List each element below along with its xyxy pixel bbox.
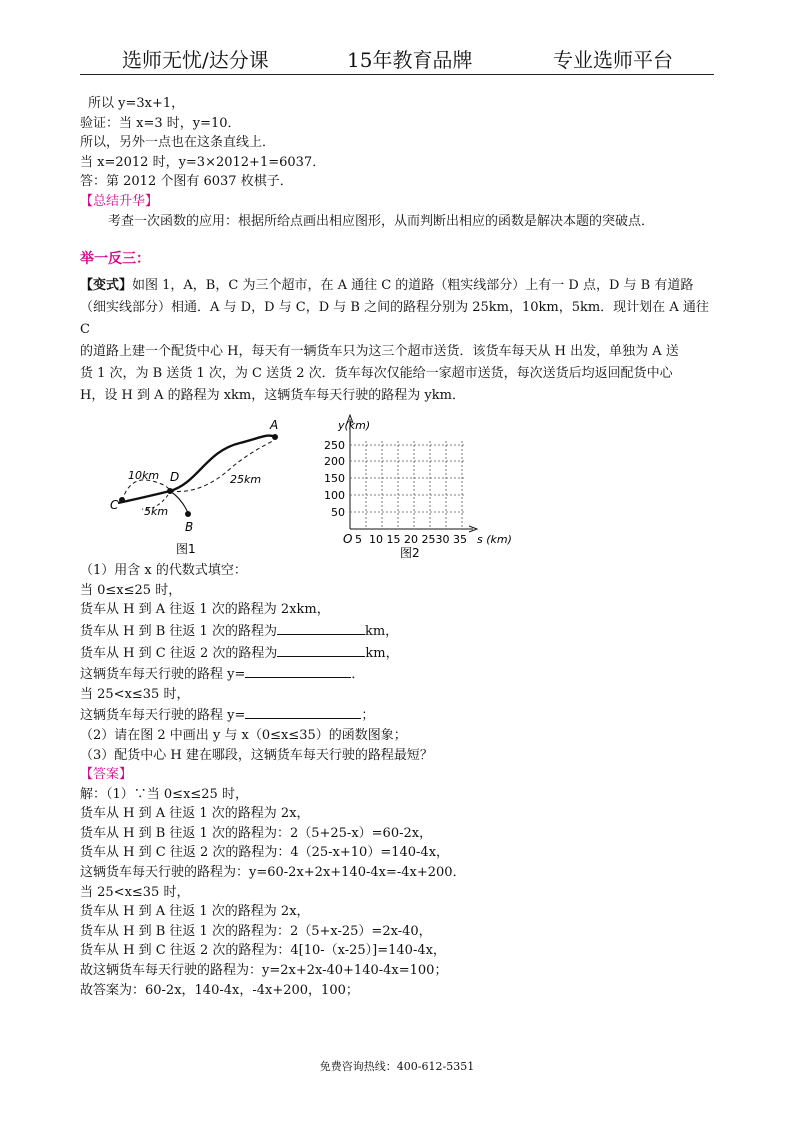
header-rule	[80, 74, 714, 75]
answer-line: 货车从 H 到 B 往返 1 次的路程为：2（5+25-x）=60-2x，	[80, 825, 433, 841]
fill-line	[80, 663, 714, 685]
label-a: A	[270, 418, 279, 433]
fill-prefix: 这辆货车每天行驶的路程 y=	[80, 708, 246, 724]
origin-label: O	[343, 532, 353, 547]
fill-prefix: 货车从 H 到 B 往返 1 次的路程为	[80, 623, 277, 639]
y-tick-label: 100	[324, 489, 345, 503]
label-d: D	[170, 470, 180, 485]
label-c: C	[110, 498, 119, 513]
header-center: 15年教育品牌	[347, 48, 473, 72]
fill-line	[80, 620, 714, 642]
answer-blank[interactable]	[277, 642, 365, 657]
answer-line: 故答案为：60-2x，140-4x，-4x+200，100；	[80, 982, 359, 998]
answer-line: 当 25<x≤35 时，	[80, 884, 190, 900]
problem-line	[80, 275, 714, 297]
figure-svg	[80, 411, 714, 561]
figure-1	[110, 418, 278, 556]
fill-suffix: km，	[365, 645, 399, 661]
answer-line: 货车从 H 到 C 往返 2 次的路程为：4（25-x+10）=140-4x，	[80, 845, 450, 861]
answer-line: 货车从 H 到 A 往返 1 次的路程为 2x，	[80, 806, 310, 822]
answer-line: 货车从 H 到 C 往返 2 次的路程为：4[10-（x-25）]=140-4x，	[80, 943, 446, 959]
label-25km: 25km	[230, 473, 262, 487]
text-line: 验证：当 x=3 时，y=10．	[80, 115, 241, 131]
figures	[80, 411, 714, 561]
problem-line: H，设 H 到 A 的路程为 xkm，这辆货车每天行驶的路程为 ykm．	[80, 388, 465, 404]
answer-blank[interactable]	[277, 620, 365, 635]
fill-line	[80, 642, 714, 664]
problem-line: 货 1 次，为 B 送货 1 次，为 C 送货 2 次．货车每次仅能给一家超市送货，每次送货后均返回配货中心	[80, 366, 673, 382]
answer-line: 故这辆货车每天行驶的路程为：y=2x+2x-40+140-4x=100；	[80, 963, 448, 979]
fill-line	[80, 704, 714, 726]
text-line: 所以，另外一点也在这条直线上．	[80, 135, 276, 151]
point-d	[167, 488, 173, 494]
figure-2	[324, 415, 512, 560]
header-left: 选师无忧/达分课	[122, 48, 269, 72]
answer-line: 解：（1）∵当 0≤x≤25 时，	[80, 786, 248, 802]
summary-label: 【总结升华】	[80, 193, 159, 209]
answer-line: 这辆货车每天行驶的路程为：y=60-2x+2x+140-4x=-4x+200．	[80, 865, 466, 881]
fill-suffix: ；	[361, 708, 375, 724]
y-axis-label: y(km)	[338, 419, 371, 433]
fill-suffix: km，	[364, 623, 399, 639]
problem-line: （细实线部分）相通．A 与 D，D 与 C，D 与 B 之间的路程分别为 25km，10km，5km．现计划在 A 通往 C	[80, 300, 709, 338]
point-a	[272, 434, 278, 440]
point-b	[185, 511, 191, 517]
question-2: （2）请在图 2 中画出 y 与 x（0≤x≤35）的函数图象；	[80, 727, 407, 743]
point-c	[119, 497, 125, 503]
answer-blank[interactable]	[245, 704, 361, 719]
label-b: B	[185, 520, 194, 535]
fill-line: 货车从 H 到 A 往返 1 次的路程为 2xkm，	[80, 602, 330, 618]
figure-1-caption: 图1	[176, 542, 196, 557]
page-header	[0, 0, 794, 80]
problem-tag: 【变式】	[80, 278, 133, 294]
grid-lines	[350, 441, 464, 529]
road-d-b	[170, 491, 188, 513]
answer-line: 货车从 H 到 A 往返 1 次的路程为 2x，	[80, 904, 310, 920]
question-3: （3）配货中心 H 建在哪段，这辆货车每天行驶的路程最短？	[80, 747, 433, 763]
label-10km: 10km	[128, 469, 160, 483]
case-1: 当 0≤x≤25 时，	[80, 582, 182, 598]
header-right: 专业选师平台	[553, 48, 673, 72]
text-line: 当 x=2012 时，y=3×2012+1=6037．	[80, 154, 326, 170]
question-1: （1）用含 x 的代数式填空：	[80, 563, 247, 579]
summary-text: 考查一次函数的应用：根据所给点画出相应图形，从而判断出相应的函数是解决本题的突破点．	[108, 213, 655, 229]
case-2: 当 25<x≤35 时，	[80, 686, 190, 702]
section-title: 举一反三：	[80, 251, 150, 268]
figure-2-caption: 图2	[400, 546, 420, 561]
answer-label: 【答案】	[80, 767, 133, 783]
page-footer: 免费咨询热线：400-612-5351	[319, 1060, 475, 1073]
problem-text: 如图 1，A，B，C 为三个超市，在 A 通往 C 的道路（粗实线部分）上有一 D 点，D 与 B 有道路	[132, 278, 694, 294]
x-tick-labels: 5 10 15 20 2530 35	[355, 533, 467, 547]
fill-suffix: ．	[351, 667, 365, 683]
document-body	[80, 94, 714, 1000]
fill-prefix: 这辆货车每天行驶的路程 y=	[80, 667, 246, 683]
problem-line: 的道路上建一个配货中心 H，每天有一辆货车只为这三个超市送货．该货车每天从 H 出发，单独为 A 送	[80, 344, 679, 360]
y-tick-label: 50	[331, 506, 345, 520]
y-tick-label: 200	[324, 455, 345, 469]
fill-prefix: 货车从 H 到 C 往返 2 次的路程为	[80, 645, 278, 661]
y-tick-label: 250	[324, 439, 345, 453]
answer-blank[interactable]	[245, 663, 351, 678]
label-5km: 5km	[144, 505, 169, 519]
text-line: 答：第 2012 个图有 6037 枚棋子．	[80, 174, 293, 190]
answer-line: 货车从 H 到 B 往返 1 次的路程为：2（5+x-25）=2x-40，	[80, 923, 432, 939]
text-line: 所以 y=3x+1，	[88, 96, 185, 111]
y-tick-label: 150	[324, 472, 345, 486]
x-axis-label: s (km)	[477, 533, 512, 547]
